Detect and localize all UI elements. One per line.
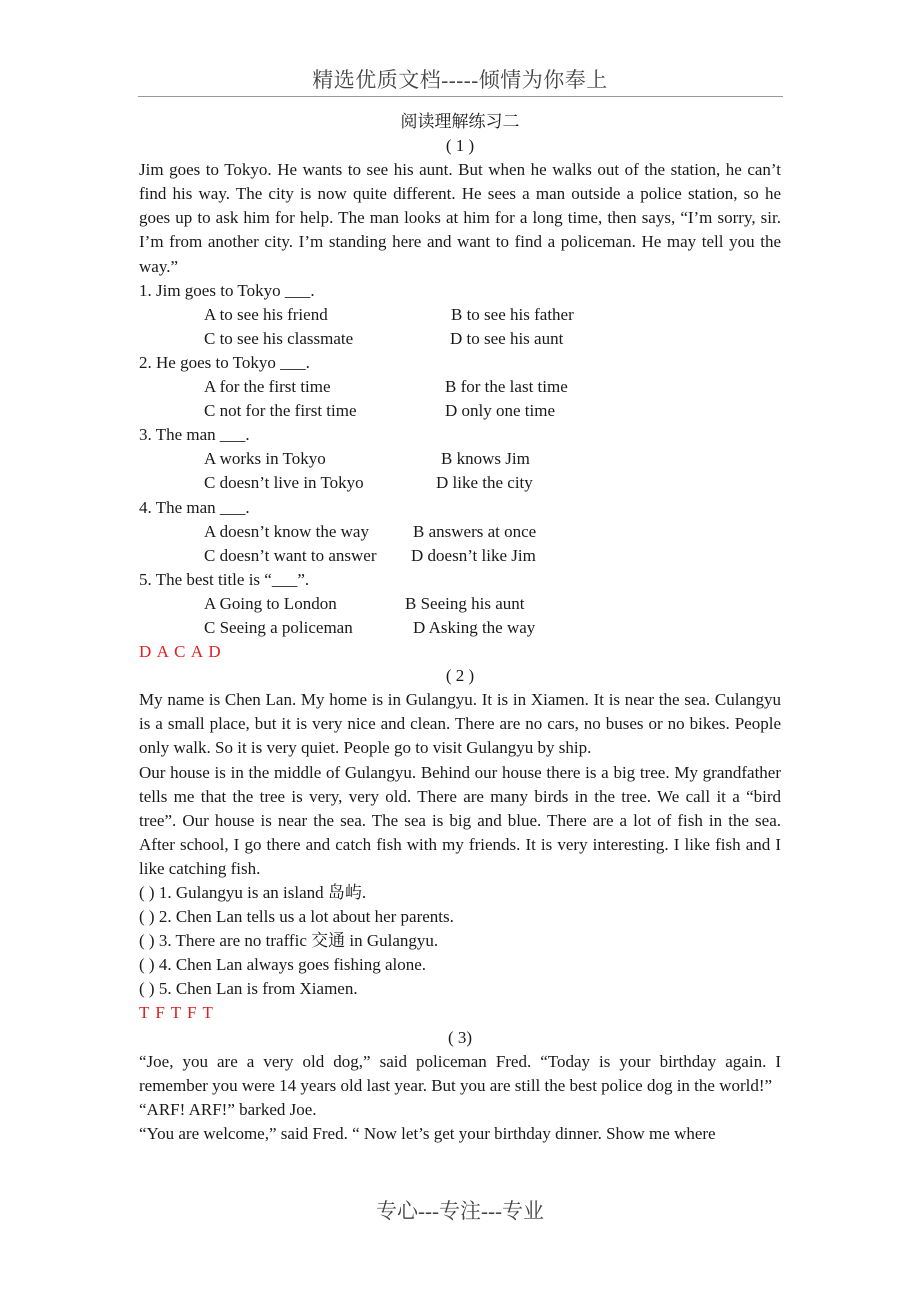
- option-c: C doesn’t want to answer: [204, 545, 377, 565]
- option-d: D doesn’t like Jim: [411, 545, 536, 565]
- statement-5: ( ) 5. Chen Lan is from Xiamen.: [139, 979, 358, 999]
- option-b: B Seeing his aunt: [405, 593, 525, 613]
- question-1: [139, 279, 781, 351]
- section-3-paragraph-2: “ARF! ARF!” barked Joe.: [139, 1099, 317, 1119]
- statement-3: ( ) 3. There are no traffic 交通 in Gulangyu.: [139, 931, 439, 951]
- section-2-label: ( 2 ): [445, 666, 475, 686]
- section-3-label: ( 3): [447, 1027, 473, 1047]
- option-a: A Going to London: [204, 593, 337, 613]
- option-b: B to see his father: [451, 304, 574, 324]
- question-2: [139, 351, 781, 423]
- statement-1: ( ) 1. Gulangyu is an island 岛屿.: [139, 883, 367, 902]
- page-title: 阅读理解练习二: [400, 112, 520, 131]
- option-c: C Seeing a policeman: [204, 617, 353, 637]
- option-d: D Asking the way: [413, 617, 536, 637]
- section-1-answers: D A C A D: [139, 642, 222, 662]
- section-1-label: ( 1 ): [445, 136, 475, 156]
- page-footer: 专心---专注---专业: [376, 1199, 544, 1223]
- option-d: D like the city: [436, 473, 533, 493]
- question-text: 4. The man ___.: [139, 497, 250, 517]
- question-text: 5. The best title is “___”.: [139, 569, 310, 589]
- option-d: D to see his aunt: [450, 328, 564, 348]
- option-a: A for the first time: [204, 377, 331, 397]
- option-a: A works in Tokyo: [204, 449, 326, 469]
- option-a: A doesn’t know the way: [204, 521, 369, 541]
- question-text: 3. The man ___.: [139, 425, 250, 445]
- section-2-passage-1: My name is Chen Lan. My home is in Gulangyu. It is in Xiamen. It is near the sea. Culangyu is a small place, but it is very nice and clean. There are no cars, no buses or no bikes. People only walk. So it is very quiet. People go to visit Gulangyu by ship.: [139, 690, 781, 758]
- page-header: 精选优质文档-----倾情为你奉上: [312, 68, 608, 92]
- option-a: A to see his friend: [204, 304, 328, 324]
- option-c: C not for the first time: [204, 401, 357, 421]
- option-c: C doesn’t live in Tokyo: [204, 473, 364, 493]
- section-2-answers: T F T F T: [139, 1003, 214, 1023]
- question-text: 1. Jim goes to Tokyo ___.: [139, 280, 315, 300]
- section-3-paragraph-1: “Joe, you are a very old dog,” said policeman Fred. “Today is your birthday again. I remember you were 14 years old last year. But you are still the best police dog in the world!”: [139, 1051, 781, 1095]
- option-c: C to see his classmate: [204, 328, 354, 348]
- option-b: B knows Jim: [441, 449, 530, 469]
- option-d: D only one time: [445, 401, 556, 421]
- statement-2: ( ) 2. Chen Lan tells us a lot about her parents.: [139, 907, 454, 927]
- option-b: B answers at once: [413, 521, 537, 541]
- section-1-passage: Jim goes to Tokyo. He wants to see his aunt. But when he walks out of the station, he can’t find his way. The city is now quite different. He sees a man outside a police station, so he goes up to ask him for help. The man looks at him for a long time, then says, “I’m sorry, sir. I’m from another city. I’m standing here and want to find a policeman. He may tell you the way.”: [139, 160, 781, 276]
- question-3: [139, 423, 781, 495]
- question-4: [139, 496, 781, 568]
- section-2-passage-2: Our house is in the middle of Gulangyu. Behind our house there is a big tree. My grandfather tells me that the tree is very, very old. There are many birds in the tree. We call it a “bird tree”. Our house is near the sea. The sea is big and blue. There are a lot of fish in the sea. After school, I go there and catch fish with my friends. It is very interesting. I like fish and I like catching fish.: [139, 762, 781, 878]
- section-3-paragraph-3: “You are welcome,” said Fred. “ Now let’s get your birthday dinner. Show me where: [139, 1123, 716, 1143]
- document-body: [139, 110, 781, 1146]
- question-text: 2. He goes to Tokyo ___.: [139, 352, 310, 372]
- question-5: [139, 568, 781, 640]
- option-b: B for the last time: [445, 377, 568, 397]
- header-divider: [138, 96, 783, 97]
- statement-4: ( ) 4. Chen Lan always goes fishing alone.: [139, 955, 427, 975]
